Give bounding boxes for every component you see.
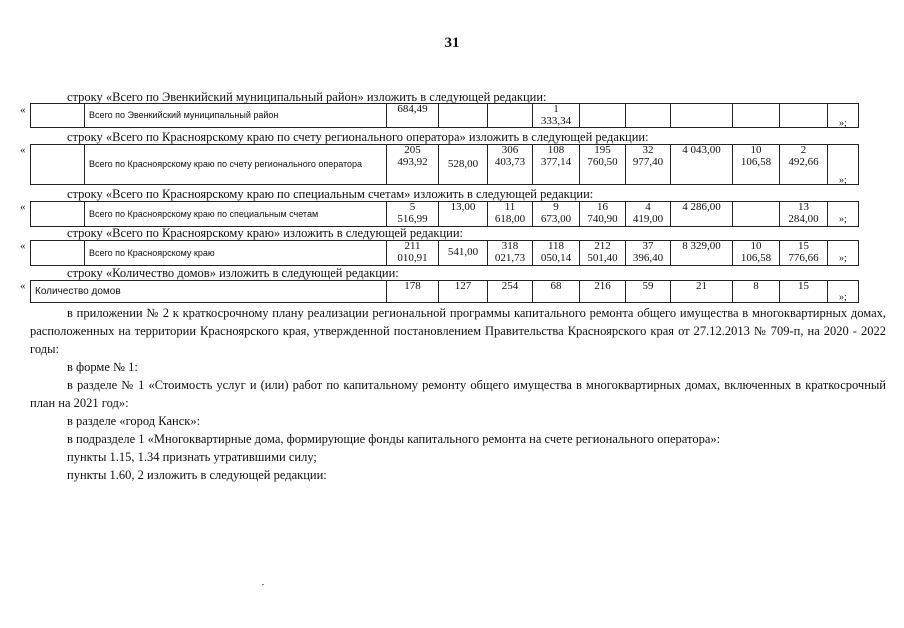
paragraph: в приложении № 2 к краткосрочному плану реализации региональной программы капитального ремонта общего имущества в многоквартирных домах, расположенных на территории Красноярского края, утвержденной постановлением Правительства Красноярского края от 27.12.2013 № 709-п, на 2020 - 2022 годы:: [30, 306, 886, 356]
table-cell: [733, 104, 780, 128]
page-number: 31: [444, 35, 460, 51]
table-cell: 205 493,92: [387, 145, 439, 185]
table-row: [30, 144, 859, 185]
scan-speck: [262, 584, 264, 585]
body-text: [30, 304, 886, 484]
table-cell: 10 106,58: [733, 241, 780, 266]
table-cell: 21: [671, 281, 733, 303]
table-cell: 37 396,40: [626, 241, 671, 266]
table-cell: 216: [580, 281, 626, 303]
table-cell: [626, 104, 671, 128]
table-cell: 59: [626, 281, 671, 303]
table-cell: [671, 104, 733, 128]
paragraph: в разделе «город Канск»:: [67, 414, 201, 428]
paragraph: пункты 1.60, 2 изложить в следующей редакции:: [67, 468, 327, 482]
table-cell: 118 050,14: [533, 241, 580, 266]
table-cell: 254: [488, 281, 533, 303]
table-cell: 211 010,91: [387, 241, 439, 266]
table-cell: 8 329,00: [671, 241, 733, 266]
table-cell: 684,49: [387, 104, 439, 128]
table-cell: 10 106,58: [733, 145, 780, 185]
table-row: [30, 201, 859, 227]
table-cell: [31, 104, 85, 128]
table-row: [30, 280, 859, 303]
table-cell: 212 501,40: [580, 241, 626, 266]
close-quote: »;: [839, 175, 847, 186]
table-cell: 5 516,99: [387, 202, 439, 227]
close-quote: »;: [839, 292, 847, 303]
open-quote: «: [20, 201, 26, 213]
table-cell: 9 673,00: [533, 202, 580, 227]
table-cell: 195 760,50: [580, 145, 626, 185]
table-cell: 178: [387, 281, 439, 303]
table-cell: 68: [533, 281, 580, 303]
close-quote: »;: [839, 118, 847, 129]
table-cell: 11 618,00: [488, 202, 533, 227]
section-intro: строку «Количество домов» изложить в следующей редакции:: [67, 266, 399, 280]
table-cell: 127: [439, 281, 488, 303]
table-row: [30, 103, 859, 128]
table-cell: [780, 104, 828, 128]
table-cell: 8: [733, 281, 780, 303]
table-cell: 4 419,00: [626, 202, 671, 227]
paragraph: в форме № 1:: [67, 360, 138, 374]
row-label: Всего по Красноярскому краю по счету регионального оператора: [85, 145, 387, 185]
table-cell: 1 333,34: [533, 104, 580, 128]
open-quote: «: [20, 240, 26, 252]
table-cell: [733, 202, 780, 227]
open-quote: «: [20, 280, 26, 292]
table-cell: 4 043,00: [671, 145, 733, 185]
row-label: Количество домов: [31, 281, 387, 303]
table-cell: [580, 104, 626, 128]
table-cell: 318 021,73: [488, 241, 533, 266]
table-cell: [31, 241, 85, 266]
section-intro: строку «Всего по Красноярскому краю» изложить в следующей редакции:: [67, 226, 463, 240]
row-label: Всего по Красноярскому краю по специальным счетам: [85, 202, 387, 227]
paragraph: в подразделе 1 «Многоквартирные дома, формирующие фонды капитального ремонта на счете регионального оператора»:: [67, 432, 721, 446]
section-intro: строку «Всего по Красноярскому краю по специальным счетам» изложить в следующей редакции:: [67, 187, 594, 201]
table-cell: 2 492,66: [780, 145, 828, 185]
open-quote: «: [20, 144, 26, 156]
table-cell: [31, 145, 85, 185]
table-cell: 15: [780, 281, 828, 303]
table-cell: 16 740,90: [580, 202, 626, 227]
row-label: Всего по Красноярскому краю: [85, 241, 387, 266]
section-intro: строку «Всего по Красноярскому краю по счету регионального оператора» изложить в следующей редакции:: [67, 130, 649, 144]
table-cell: 13 284,00: [780, 202, 828, 227]
table-cell: 4 286,00: [671, 202, 733, 227]
table-cell: 108 377,14: [533, 145, 580, 185]
row-label: Всего по Эвенкийский муниципальный район: [85, 104, 387, 128]
table-cell: [439, 104, 488, 128]
table-cell: [488, 104, 533, 128]
table-cell: 541,00: [439, 241, 488, 266]
paragraph: пункты 1.15, 1.34 признать утратившими силу;: [67, 450, 317, 464]
table-cell: 528,00: [439, 145, 488, 185]
close-quote: »;: [839, 214, 847, 225]
section-intro: строку «Всего по Эвенкийский муниципальный район» изложить в следующей редакции:: [67, 90, 547, 104]
table-row: [30, 240, 859, 266]
table-cell: 32 977,40: [626, 145, 671, 185]
table-cell: [31, 202, 85, 227]
table-cell: 13,00: [439, 202, 488, 227]
table-cell: 15 776,66: [780, 241, 828, 266]
close-quote: »;: [839, 253, 847, 264]
open-quote: «: [20, 104, 26, 116]
paragraph: в разделе № 1 «Стоимость услуг и (или) работ по капитальному ремонту общего имущества в многоквартирных домах, включенных в краткосрочный план на 2021 год»:: [30, 378, 886, 410]
table-cell: 306 403,73: [488, 145, 533, 185]
